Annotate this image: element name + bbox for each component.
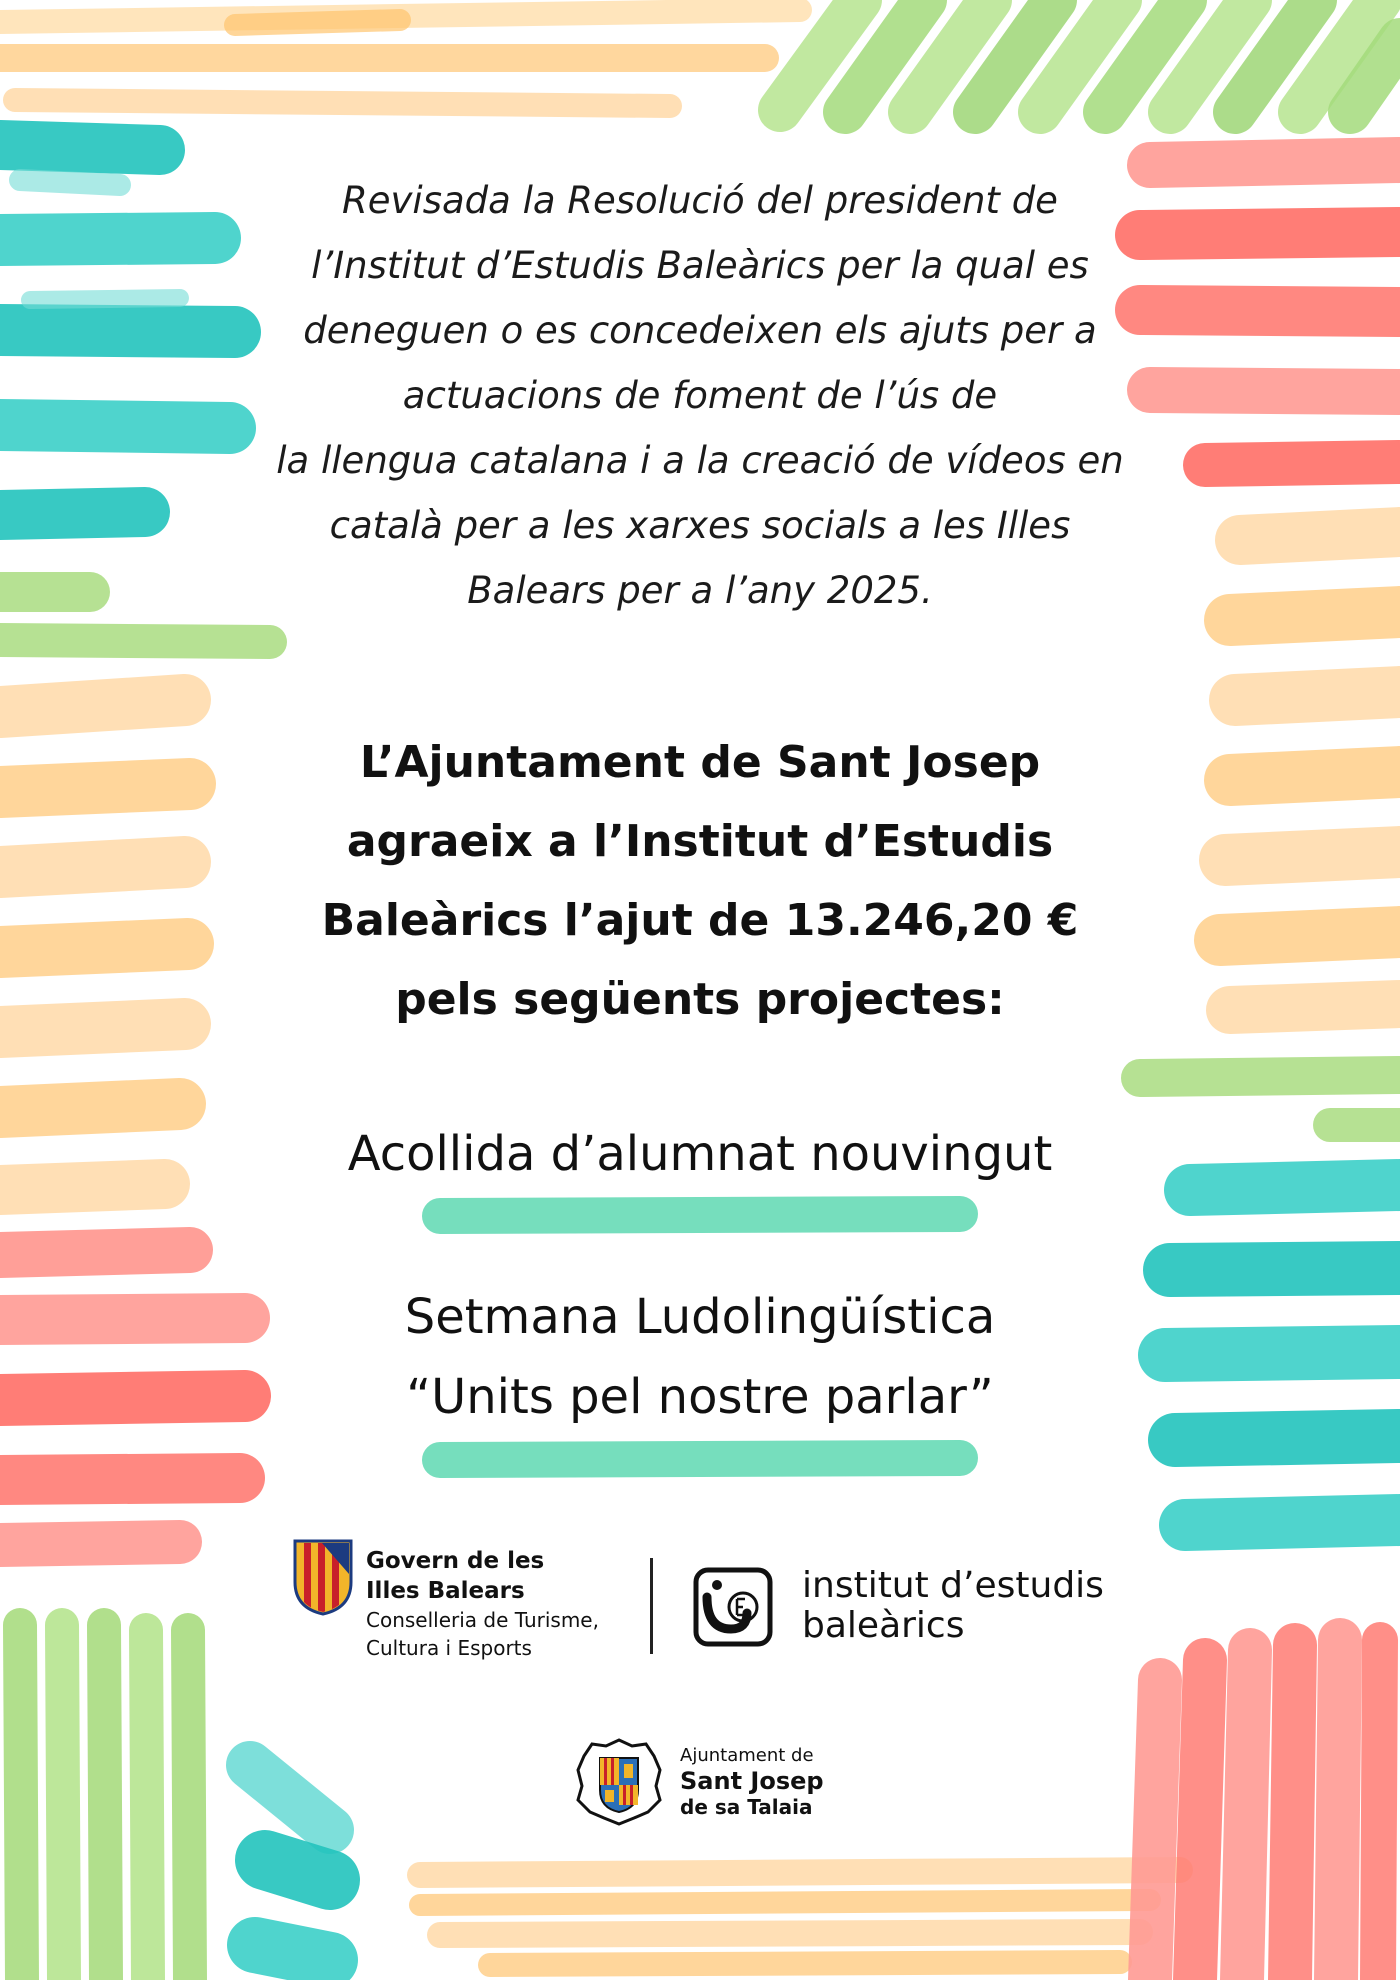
govern-shield-logo	[292, 1538, 354, 1616]
ajuntament-label: Ajuntament de	[680, 1745, 814, 1766]
intro-line: deneguen o es concedeixen els ajuts per a	[303, 309, 1097, 352]
project-title: Acollida d’alumnat nouvingut	[347, 1126, 1053, 1182]
thanks-line: Baleàrics l’ajut de 13.246,20 €	[321, 895, 1079, 946]
thanks-heading	[260, 723, 1140, 1039]
ieb-line: baleàrics	[802, 1605, 965, 1646]
intro-line: català per a les xarxes socials a les Illes	[329, 504, 1071, 547]
govern-dept-line: Conselleria de Turisme,	[366, 1608, 599, 1632]
thanks-line: L’Ajuntament de Sant Josep	[359, 737, 1041, 788]
ajuntament-name: Sant Josep	[680, 1767, 824, 1795]
govern-dept-line: Cultura i Esports	[366, 1636, 532, 1660]
govern-name-line: Illes Balears	[366, 1578, 525, 1604]
ieb-logo-text	[802, 1566, 1104, 1646]
intro-paragraph	[240, 168, 1160, 623]
project-title: Setmana Ludolingüística	[404, 1289, 996, 1345]
ajuntament-crest-logo	[574, 1736, 664, 1828]
thanks-line: agraeix a l’Institut d’Estudis	[346, 816, 1054, 867]
intro-line: la llengua catalana i a la creació de vídeos en	[276, 439, 1124, 482]
project-item	[250, 1121, 1150, 1187]
ieb-logo	[693, 1567, 773, 1647]
ajuntament-logo-text	[680, 1745, 824, 1819]
logo-divider	[650, 1558, 653, 1654]
intro-line: Revisada la Resolució del president de	[342, 179, 1058, 222]
ajuntament-name-second: de sa Talaia	[680, 1795, 813, 1819]
project-item	[250, 1277, 1150, 1437]
intro-line: Balears per a l’any 2025.	[467, 569, 933, 612]
thanks-line: pels següents projectes:	[395, 974, 1005, 1025]
project-subtitle: “Units pel nostre parlar”	[406, 1369, 994, 1425]
govern-logo-text	[366, 1546, 599, 1662]
intro-line: actuacions de foment de l’ús de	[402, 374, 998, 417]
ieb-line: institut d’estudis	[802, 1565, 1104, 1606]
intro-line: l’Institut d’Estudis Baleàrics per la qual es	[311, 244, 1089, 287]
govern-name-line: Govern de les	[366, 1548, 545, 1574]
